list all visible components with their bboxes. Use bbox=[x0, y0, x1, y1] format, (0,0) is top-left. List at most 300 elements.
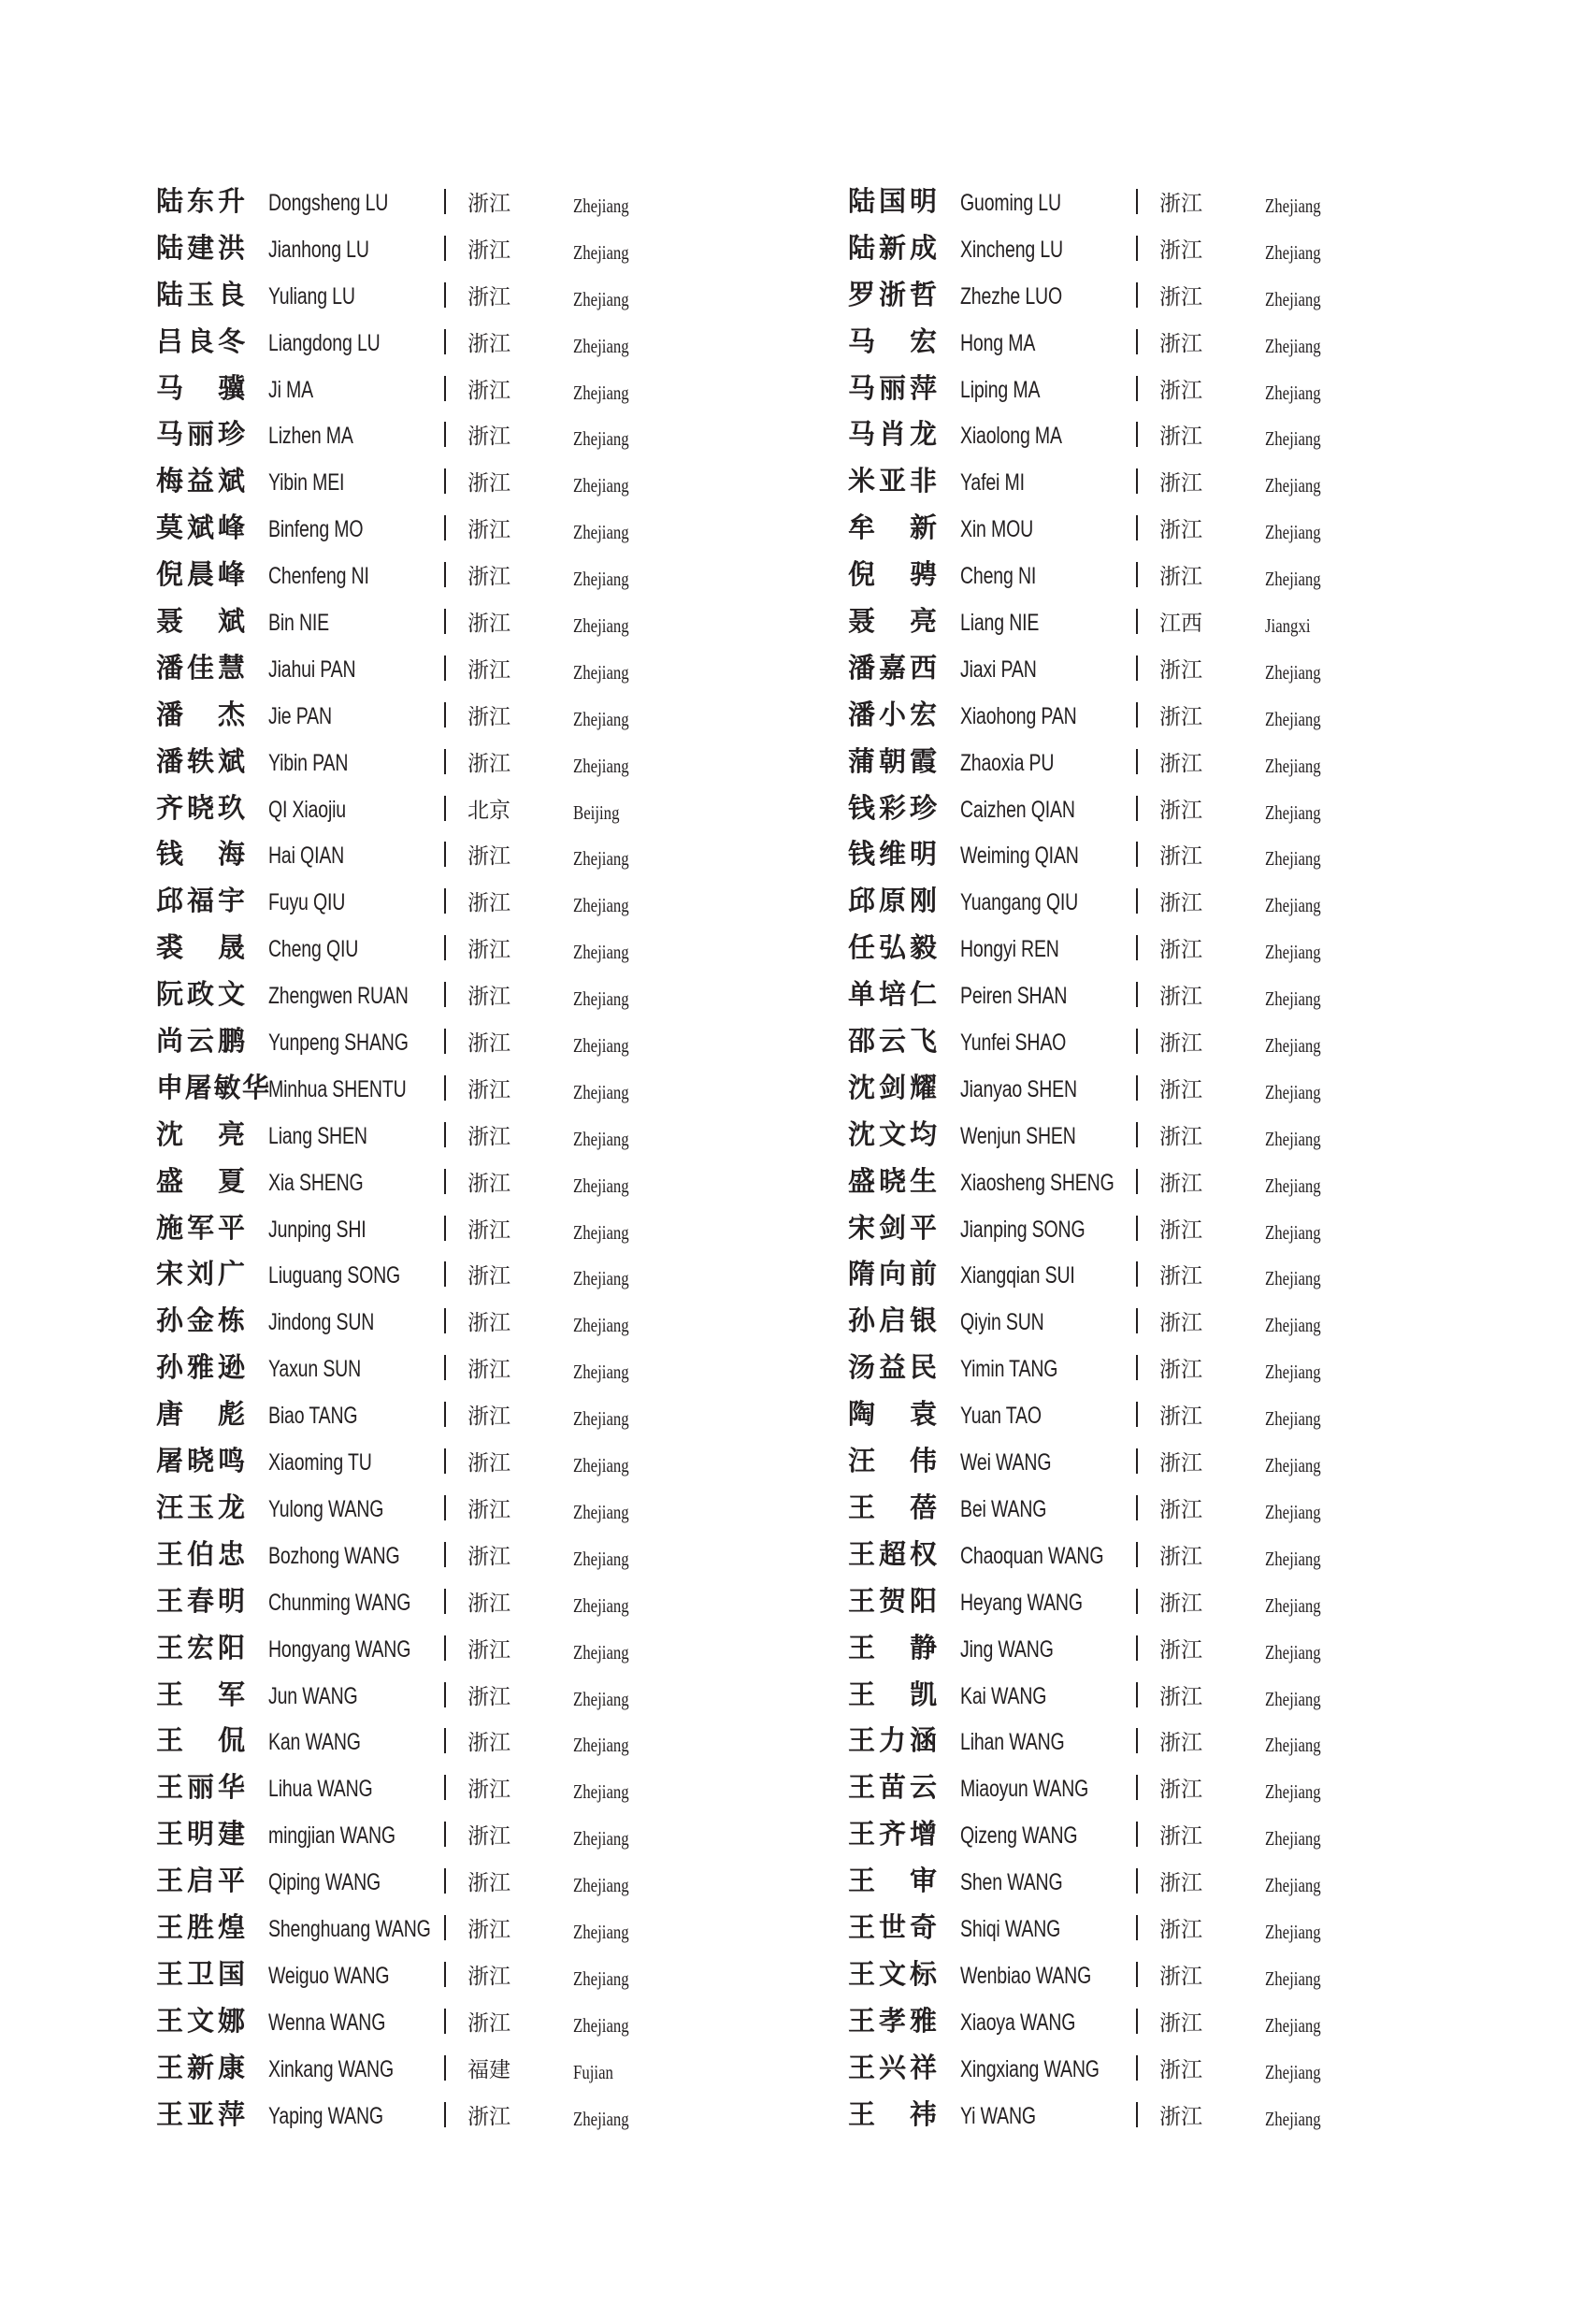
separator-bar bbox=[1136, 1122, 1138, 1147]
separator-bar bbox=[444, 842, 446, 867]
separator-bar bbox=[1136, 329, 1138, 354]
english-name: Yimin TANG bbox=[960, 1356, 1058, 1383]
list-item bbox=[848, 371, 1559, 418]
province-chinese: 浙江 bbox=[1159, 891, 1202, 916]
separator-bar bbox=[1136, 1775, 1138, 1800]
english-name: Yafei MI bbox=[960, 469, 1025, 497]
separator-bar bbox=[444, 329, 446, 354]
english-name: Chunming WANG bbox=[268, 1589, 411, 1616]
province-chinese: 浙江 bbox=[467, 1124, 510, 1149]
province-english: Zhejiang bbox=[573, 1267, 629, 1290]
separator-bar bbox=[1136, 1542, 1138, 1567]
chinese-name: 孙雅逊 bbox=[156, 1351, 245, 1384]
english-name: Xiaoya WANG bbox=[960, 2009, 1076, 2036]
province-chinese: 浙江 bbox=[467, 612, 510, 637]
chinese-name: 王 祎 bbox=[848, 2097, 937, 2130]
list-item bbox=[848, 1117, 1559, 1164]
separator-bar bbox=[444, 888, 446, 914]
province-english: Zhejiang bbox=[573, 1780, 629, 1804]
list-item bbox=[848, 884, 1559, 930]
list-item bbox=[848, 324, 1559, 371]
list-item bbox=[848, 278, 1559, 324]
province-english: Zhejiang bbox=[573, 941, 629, 964]
province-english: Beijing bbox=[573, 800, 620, 824]
separator-bar bbox=[444, 1915, 446, 1940]
list-item bbox=[156, 651, 867, 698]
english-name: Yi WANG bbox=[960, 2102, 1036, 2129]
list-item bbox=[156, 1491, 867, 1537]
province-english: Zhejiang bbox=[573, 2013, 629, 2037]
province-chinese: 浙江 bbox=[467, 1917, 510, 1942]
chinese-name: 齐晓玖 bbox=[156, 791, 245, 824]
province-chinese: 浙江 bbox=[1159, 2010, 1202, 2036]
list-item bbox=[156, 1631, 867, 1678]
separator-bar bbox=[1136, 1589, 1138, 1614]
chinese-name: 王贺阳 bbox=[848, 1584, 937, 1617]
province-english: Zhejiang bbox=[1265, 1874, 1321, 1897]
separator-bar bbox=[444, 236, 446, 261]
list-item bbox=[848, 1350, 1559, 1397]
list-item bbox=[156, 1957, 867, 2004]
list-item bbox=[848, 1397, 1559, 1444]
english-name: Xiaohong PAN bbox=[960, 702, 1077, 729]
chinese-name: 王文娜 bbox=[156, 2004, 245, 2037]
list-item bbox=[848, 417, 1559, 464]
list-item bbox=[848, 1678, 1559, 1724]
english-name: Jing WANG bbox=[960, 1635, 1054, 1663]
list-item bbox=[156, 1397, 867, 1444]
chinese-name: 沈文均 bbox=[848, 1117, 937, 1150]
province-english: Zhejiang bbox=[1265, 1314, 1321, 1337]
english-name: Xinkang WANG bbox=[268, 2055, 394, 2082]
province-english: Zhejiang bbox=[1265, 2013, 1321, 2037]
province-english: Zhejiang bbox=[573, 894, 629, 917]
province-english: Zhejiang bbox=[1265, 1920, 1321, 1943]
list-item bbox=[848, 1957, 1559, 2004]
list-item bbox=[156, 698, 867, 744]
province-english: Zhejiang bbox=[1265, 987, 1321, 1011]
province-english: Zhejiang bbox=[573, 381, 629, 404]
separator-bar bbox=[444, 1635, 446, 1661]
english-name: Zhaoxia PU bbox=[960, 749, 1055, 776]
province-chinese: 浙江 bbox=[1159, 425, 1202, 450]
list-item bbox=[156, 2097, 867, 2144]
province-chinese: 浙江 bbox=[1159, 751, 1202, 776]
separator-bar bbox=[1136, 1402, 1138, 1427]
separator-bar bbox=[444, 982, 446, 1007]
separator-bar bbox=[444, 1261, 446, 1287]
english-name: Kan WANG bbox=[268, 1729, 361, 1756]
list-item bbox=[156, 1537, 867, 1584]
province-chinese: 浙江 bbox=[1159, 1077, 1202, 1102]
chinese-name: 王力涵 bbox=[848, 1724, 937, 1757]
chinese-name: 汤益民 bbox=[848, 1351, 937, 1384]
list-item bbox=[848, 1723, 1559, 1770]
chinese-name: 王卫国 bbox=[156, 1957, 245, 1990]
chinese-name: 梅益斌 bbox=[156, 465, 245, 497]
province-chinese: 浙江 bbox=[1159, 1684, 1202, 1709]
province-chinese: 浙江 bbox=[467, 331, 510, 356]
separator-bar bbox=[444, 1402, 446, 1427]
province-english: Zhejiang bbox=[1265, 2107, 1321, 2130]
chinese-name: 倪晨峰 bbox=[156, 558, 245, 591]
province-english: Zhejiang bbox=[1265, 1780, 1321, 1804]
separator-bar bbox=[1136, 1448, 1138, 1474]
english-name: mingjian WANG bbox=[268, 1822, 395, 1850]
province-chinese: 浙江 bbox=[467, 1544, 510, 1569]
english-name: Jiahui PAN bbox=[268, 655, 356, 683]
english-name: Guoming LU bbox=[960, 190, 1061, 216]
province-chinese: 浙江 bbox=[1159, 1311, 1202, 1336]
province-english: Zhejiang bbox=[1265, 660, 1321, 684]
list-item bbox=[156, 371, 867, 418]
province-english: Zhejiang bbox=[1265, 1034, 1321, 1058]
province-english: Zhejiang bbox=[573, 1034, 629, 1058]
separator-bar bbox=[444, 796, 446, 821]
separator-bar bbox=[444, 1868, 446, 1894]
province-chinese: 浙江 bbox=[467, 985, 510, 1010]
separator-bar bbox=[444, 1308, 446, 1333]
province-chinese: 福建 bbox=[467, 2057, 510, 2082]
province-chinese: 浙江 bbox=[467, 192, 510, 216]
province-english: Zhejiang bbox=[573, 1874, 629, 1897]
province-english: Zhejiang bbox=[1265, 800, 1321, 824]
left-name-column bbox=[156, 184, 867, 2143]
chinese-name: 潘嘉西 bbox=[848, 651, 937, 684]
province-english: Zhejiang bbox=[573, 1500, 629, 1523]
province-english: Zhejiang bbox=[573, 1593, 629, 1617]
english-name: Xincheng LU bbox=[960, 236, 1063, 263]
list-item bbox=[848, 2004, 1559, 2051]
separator-bar bbox=[1136, 1635, 1138, 1661]
separator-bar bbox=[1136, 515, 1138, 540]
separator-bar bbox=[444, 2009, 446, 2034]
english-name: QI Xiaojiu bbox=[268, 796, 346, 823]
province-english: Zhejiang bbox=[1265, 240, 1321, 264]
chinese-name: 王齐增 bbox=[848, 1818, 937, 1851]
province-chinese: 浙江 bbox=[1159, 798, 1202, 823]
separator-bar bbox=[444, 189, 446, 214]
separator-bar bbox=[444, 749, 446, 774]
province-chinese: 浙江 bbox=[1159, 938, 1202, 963]
province-english: Zhejiang bbox=[573, 1361, 629, 1384]
province-english: Zhejiang bbox=[1265, 1220, 1321, 1244]
province-english: Zhejiang bbox=[1265, 287, 1321, 310]
list-item bbox=[848, 744, 1559, 791]
list-item bbox=[848, 557, 1559, 604]
list-item bbox=[848, 651, 1559, 698]
province-english: Zhejiang bbox=[573, 660, 629, 684]
english-name: Jianhong LU bbox=[268, 236, 369, 263]
list-item bbox=[156, 977, 867, 1024]
chinese-name: 邵云飞 bbox=[848, 1025, 937, 1058]
separator-bar bbox=[444, 2102, 446, 2127]
province-chinese: 浙江 bbox=[467, 1778, 510, 1803]
list-item bbox=[848, 1071, 1559, 1117]
list-item bbox=[848, 1910, 1559, 1957]
separator-bar bbox=[444, 2055, 446, 2081]
separator-bar bbox=[444, 702, 446, 727]
list-item bbox=[156, 1024, 867, 1071]
chinese-name: 盛晓生 bbox=[848, 1164, 937, 1197]
chinese-name: 马 骥 bbox=[156, 371, 245, 404]
province-chinese: 浙江 bbox=[1159, 1264, 1202, 1289]
province-english: Zhejiang bbox=[573, 521, 629, 544]
chinese-name: 陆新成 bbox=[848, 231, 937, 264]
list-item bbox=[848, 1864, 1559, 1910]
list-item bbox=[848, 1491, 1559, 1537]
list-item bbox=[848, 930, 1559, 977]
chinese-name: 马丽萍 bbox=[848, 371, 937, 404]
chinese-name: 钱维明 bbox=[848, 838, 937, 871]
chinese-name: 陆玉良 bbox=[156, 278, 245, 310]
province-english: Zhejiang bbox=[573, 1687, 629, 1710]
province-chinese: 浙江 bbox=[1159, 1731, 1202, 1756]
province-english: Zhejiang bbox=[573, 707, 629, 730]
province-english: Zhejiang bbox=[1265, 754, 1321, 777]
chinese-name: 王 蓓 bbox=[848, 1491, 937, 1523]
province-chinese: 浙江 bbox=[1159, 1124, 1202, 1149]
province-chinese: 浙江 bbox=[467, 471, 510, 497]
english-name: Xingxiang WANG bbox=[960, 2055, 1100, 2082]
chinese-name: 王 审 bbox=[848, 1865, 937, 1897]
province-english: Zhejiang bbox=[573, 1220, 629, 1244]
province-chinese: 浙江 bbox=[467, 751, 510, 776]
province-english: Zhejiang bbox=[573, 847, 629, 871]
english-name: Xia SHENG bbox=[268, 1169, 364, 1196]
english-name: Hongyang WANG bbox=[268, 1635, 411, 1663]
province-english: Zhejiang bbox=[1265, 381, 1321, 404]
province-chinese: 浙江 bbox=[1159, 1497, 1202, 1522]
chinese-name: 王丽华 bbox=[156, 1771, 245, 1804]
chinese-name: 申屠敏华 bbox=[156, 1071, 266, 1103]
list-item bbox=[156, 1723, 867, 1770]
english-name: Xiaosheng SHENG bbox=[960, 1169, 1114, 1196]
province-english: Zhejiang bbox=[1265, 941, 1321, 964]
province-chinese: 浙江 bbox=[467, 1637, 510, 1663]
list-item bbox=[848, 184, 1559, 231]
chinese-name: 王世奇 bbox=[848, 1910, 937, 1943]
list-item bbox=[156, 417, 867, 464]
english-name: Shen WANG bbox=[960, 1869, 1063, 1896]
list-item bbox=[848, 1024, 1559, 1071]
chinese-name: 王亚萍 bbox=[156, 2097, 245, 2130]
separator-bar bbox=[1136, 2055, 1138, 2081]
chinese-name: 陆东升 bbox=[156, 185, 245, 217]
province-english: Zhejiang bbox=[573, 240, 629, 264]
english-name: Wei WANG bbox=[960, 1449, 1052, 1476]
province-chinese: 浙江 bbox=[467, 2010, 510, 2036]
chinese-name: 邱原刚 bbox=[848, 885, 937, 917]
separator-bar bbox=[444, 935, 446, 960]
list-item bbox=[848, 604, 1559, 651]
province-chinese: 浙江 bbox=[467, 1591, 510, 1616]
province-chinese: 浙江 bbox=[1159, 1544, 1202, 1569]
separator-bar bbox=[1136, 702, 1138, 727]
province-english: Zhejiang bbox=[1265, 1454, 1321, 1477]
separator-bar bbox=[444, 376, 446, 401]
province-english: Zhejiang bbox=[1265, 474, 1321, 497]
chinese-name: 陆建洪 bbox=[156, 231, 245, 264]
english-name: Jie PAN bbox=[268, 702, 332, 729]
chinese-name: 陶 袁 bbox=[848, 1398, 937, 1431]
english-name: Weiguo WANG bbox=[268, 1962, 390, 1989]
province-chinese: 浙江 bbox=[1159, 657, 1202, 683]
province-chinese: 浙江 bbox=[467, 1077, 510, 1102]
separator-bar bbox=[1136, 1169, 1138, 1194]
english-name: Yaping WANG bbox=[268, 2102, 383, 2129]
list-item bbox=[156, 1257, 867, 1304]
list-item bbox=[848, 1257, 1559, 1304]
province-chinese: 浙江 bbox=[1159, 1778, 1202, 1803]
province-english: Zhejiang bbox=[573, 987, 629, 1011]
list-item bbox=[156, 1910, 867, 1957]
list-item bbox=[848, 1444, 1559, 1491]
province-chinese: 浙江 bbox=[467, 1404, 510, 1430]
chinese-name: 王 军 bbox=[156, 1678, 245, 1710]
province-english: Zhejiang bbox=[1265, 1127, 1321, 1150]
chinese-name: 王苗云 bbox=[848, 1771, 937, 1804]
english-name: Weiming QIAN bbox=[960, 843, 1079, 870]
list-item bbox=[156, 557, 867, 604]
separator-bar bbox=[1136, 842, 1138, 867]
province-chinese: 浙江 bbox=[1159, 192, 1202, 216]
english-name: Hai QIAN bbox=[268, 843, 345, 870]
chinese-name: 盛 夏 bbox=[156, 1164, 245, 1197]
chinese-name: 罗浙哲 bbox=[848, 278, 937, 310]
province-chinese: 浙江 bbox=[1159, 1404, 1202, 1430]
province-english: Zhejiang bbox=[573, 1174, 629, 1197]
chinese-name: 蒲朝霞 bbox=[848, 744, 937, 777]
province-chinese: 浙江 bbox=[1159, 565, 1202, 590]
separator-bar bbox=[444, 1962, 446, 1987]
province-chinese: 浙江 bbox=[1159, 1637, 1202, 1663]
separator-bar bbox=[1136, 1029, 1138, 1054]
list-item bbox=[156, 184, 867, 231]
english-name: Shiqi WANG bbox=[960, 1915, 1061, 1942]
province-english: Zhejiang bbox=[1265, 1080, 1321, 1103]
separator-bar bbox=[444, 1122, 446, 1147]
province-chinese: 浙江 bbox=[1159, 471, 1202, 497]
english-name: Yuangang QIU bbox=[960, 889, 1079, 916]
english-name: Yunpeng SHANG bbox=[268, 1030, 409, 1057]
separator-bar bbox=[1136, 468, 1138, 494]
english-name: Biao TANG bbox=[268, 1403, 358, 1430]
chinese-name: 王孝雅 bbox=[848, 2004, 937, 2037]
province-chinese: 浙江 bbox=[467, 1171, 510, 1196]
separator-bar bbox=[1136, 1868, 1138, 1894]
separator-bar bbox=[444, 1682, 446, 1707]
province-english: Zhejiang bbox=[1265, 1500, 1321, 1523]
chinese-name: 马丽珍 bbox=[156, 418, 245, 451]
province-english: Zhejiang bbox=[1265, 194, 1321, 217]
list-item bbox=[156, 1211, 867, 1258]
separator-bar bbox=[1136, 1261, 1138, 1287]
province-english: Zhejiang bbox=[1265, 847, 1321, 871]
chinese-name: 马 宏 bbox=[848, 324, 937, 357]
separator-bar bbox=[1136, 1682, 1138, 1707]
english-name: Minhua SHENTU bbox=[268, 1075, 407, 1102]
english-name: Xiaoming TU bbox=[268, 1449, 372, 1476]
chinese-name: 潘小宏 bbox=[848, 698, 937, 730]
chinese-name: 宋刘广 bbox=[156, 1258, 245, 1290]
separator-bar bbox=[1136, 935, 1138, 960]
separator-bar bbox=[1136, 1915, 1138, 1940]
english-name: Bei WANG bbox=[960, 1495, 1047, 1522]
chinese-name: 牟 新 bbox=[848, 511, 937, 544]
english-name: Zhengwen RUAN bbox=[268, 983, 409, 1010]
province-english: Zhejiang bbox=[1265, 521, 1321, 544]
province-english: Zhejiang bbox=[573, 1734, 629, 1757]
province-chinese: 浙江 bbox=[1159, 1917, 1202, 1942]
chinese-name: 王伯忠 bbox=[156, 1537, 245, 1570]
english-name: Lihua WANG bbox=[268, 1776, 373, 1803]
province-english: Zhejiang bbox=[1265, 334, 1321, 357]
separator-bar bbox=[444, 1822, 446, 1847]
english-name: Liangdong LU bbox=[268, 329, 381, 356]
english-name: Yibin PAN bbox=[268, 749, 349, 776]
province-english: Zhejiang bbox=[1265, 1361, 1321, 1384]
province-chinese: 浙江 bbox=[1159, 985, 1202, 1010]
chinese-name: 屠晓鸣 bbox=[156, 1445, 245, 1477]
province-chinese: 浙江 bbox=[1159, 1451, 1202, 1476]
chinese-name: 王胜煌 bbox=[156, 1910, 245, 1943]
english-name: Lihan WANG bbox=[960, 1729, 1065, 1756]
province-english: Zhejiang bbox=[573, 754, 629, 777]
english-name: Jun WANG bbox=[268, 1682, 358, 1709]
province-chinese: 浙江 bbox=[1159, 844, 1202, 870]
list-item bbox=[156, 511, 867, 557]
list-item bbox=[156, 1444, 867, 1491]
list-item bbox=[156, 744, 867, 791]
province-english: Zhejiang bbox=[1265, 1174, 1321, 1197]
province-chinese: 浙江 bbox=[467, 1451, 510, 1476]
english-name: Liang NIE bbox=[960, 610, 1040, 637]
separator-bar bbox=[1136, 1962, 1138, 1987]
separator-bar bbox=[444, 282, 446, 308]
english-name: Cheng NI bbox=[960, 563, 1037, 590]
chinese-name: 沈 亮 bbox=[156, 1117, 245, 1150]
english-name: Yuan TAO bbox=[960, 1403, 1042, 1430]
province-english: Zhejiang bbox=[1265, 2060, 1321, 2083]
chinese-name: 汪玉龙 bbox=[156, 1491, 245, 1523]
province-english: Zhejiang bbox=[573, 287, 629, 310]
english-name: Ji MA bbox=[268, 376, 313, 403]
province-english: Zhejiang bbox=[1265, 1407, 1321, 1431]
province-chinese: 浙江 bbox=[1159, 1031, 1202, 1057]
separator-bar bbox=[1136, 796, 1138, 821]
chinese-name: 施军平 bbox=[156, 1211, 245, 1244]
list-item bbox=[156, 278, 867, 324]
list-item bbox=[156, 324, 867, 371]
separator-bar bbox=[1136, 1822, 1138, 1847]
english-name: Chenfeng NI bbox=[268, 563, 369, 590]
chinese-name: 阮政文 bbox=[156, 978, 245, 1011]
province-chinese: 浙江 bbox=[1159, 518, 1202, 543]
list-item bbox=[156, 1350, 867, 1397]
english-name: Jianping SONG bbox=[960, 1216, 1086, 1243]
english-name: Qiyin SUN bbox=[960, 1309, 1044, 1336]
list-item bbox=[156, 604, 867, 651]
chinese-name: 潘佳慧 bbox=[156, 651, 245, 684]
chinese-name: 陆国明 bbox=[848, 185, 937, 217]
province-chinese: 浙江 bbox=[467, 844, 510, 870]
separator-bar bbox=[444, 515, 446, 540]
province-chinese: 浙江 bbox=[467, 1311, 510, 1336]
separator-bar bbox=[1136, 749, 1138, 774]
english-name: Yulong WANG bbox=[268, 1495, 384, 1522]
chinese-name: 钱 海 bbox=[156, 838, 245, 871]
